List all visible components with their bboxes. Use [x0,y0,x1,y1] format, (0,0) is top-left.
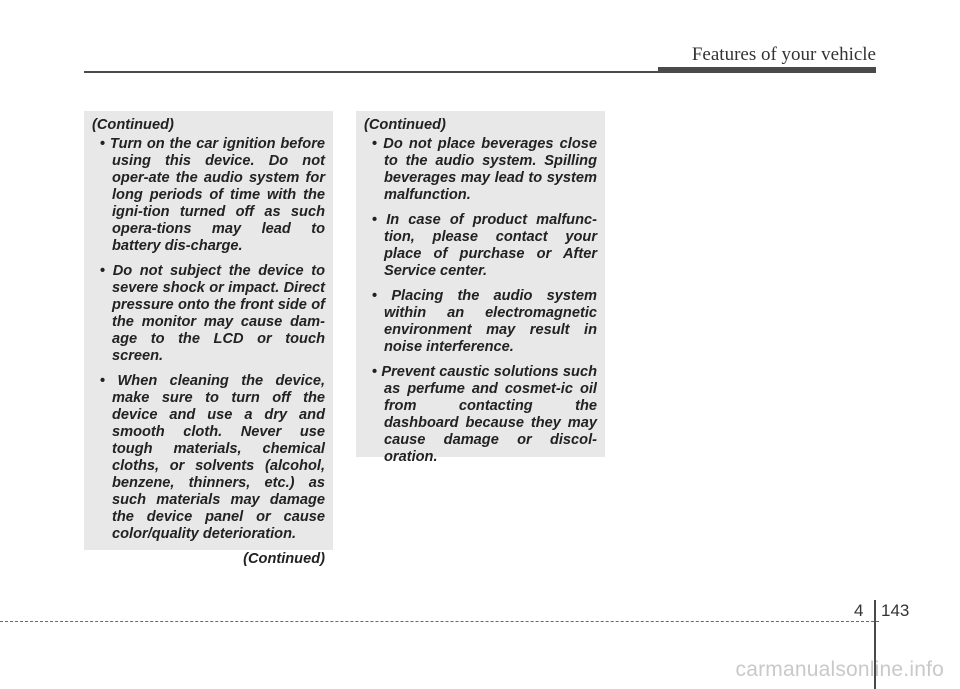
list-item [364,212,597,280]
bullet-icon: • [372,288,392,304]
bullet-icon: • [372,364,382,380]
caution-box-left [84,111,333,567]
continued-label: (Continued) [364,117,446,133]
bullet-icon: • [100,263,113,279]
list-item [364,364,597,466]
list-item [364,288,597,356]
list-item-text: In case of product malfunc-tion, please contact your place of purchase or After Service center. [384,212,597,279]
header-rule-accent [658,67,876,73]
bullet-icon: • [100,136,110,152]
bullet-icon: • [372,136,384,152]
list-item-text: Do not subject the device to severe shock or impact. Direct pressure onto the front side of the monitor may cause dam-age to the LCD or touch screen. [112,263,325,364]
caution-box-right [356,111,605,465]
footer-rule [0,621,879,622]
list-item-text: When cleaning the device, make sure to turn off the device and use a dry and smooth cloth. Never use tough materials, chemical cloths, or solvents (alcohol, benzene, thinners, etc.) as such materials may damage the device panel or cause color/quality deterioration. [112,373,325,542]
list-item-text: Turn on the car ignition before using this device. Do not oper-ate the audio system for long periods of time with the igni-tion turned off as such opera-tions may lead to battery dis-charge. [109,136,325,254]
list-item [364,136,597,204]
list-item [92,263,325,365]
section-title: Features of your vehicle [691,44,876,65]
caution-list [364,136,597,466]
continued-label: (Continued) [92,117,174,133]
list-item-text: Do not place beverages close to the audio system. Spilling beverages may lead to system malfunction. [383,136,597,203]
bullet-icon: • [372,212,387,228]
list-item [92,136,325,255]
continued-label-end: (Continued) [243,551,325,567]
chapter-number: 4 [854,601,864,620]
list-item [92,373,325,543]
page-number: 143 [881,601,910,620]
watermark-logo: carmanualsonline.info [735,658,944,681]
caution-list [92,136,325,543]
list-item-text: Prevent caustic solutions such as perfume and cosmet-ic oil from contacting the dashboard because they may cause damage or discol-oration. [381,364,597,465]
list-item-text: Placing the audio system within an electromagnetic environment may result in noise interference. [384,288,597,355]
bullet-icon: • [100,373,118,389]
